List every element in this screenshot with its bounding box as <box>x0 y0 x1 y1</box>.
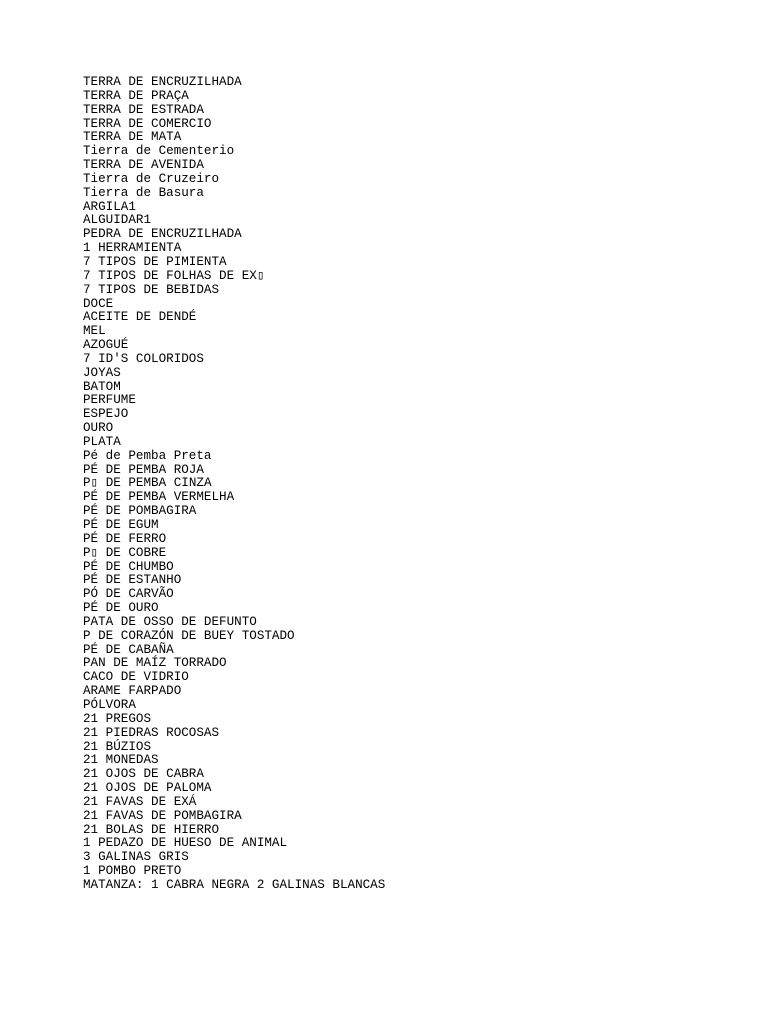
text-line: OURO <box>83 421 114 436</box>
text-line: 7 TIPOS DE BEBIDAS <box>83 282 220 297</box>
text-line: Tierra de Cementerio <box>83 144 235 159</box>
text-line: PÉ DE OURO <box>83 601 159 616</box>
text-line: 7 TIPOS DE PIMIENTA <box>83 254 227 269</box>
text-line: 21 BOLAS DE HIERRO <box>83 822 220 837</box>
text-line: TERRA DE ESTRADA <box>83 102 204 117</box>
text-line: AZOGUÉ <box>83 338 129 353</box>
text-line: ARAME FARPADO <box>83 684 182 699</box>
text-line: PÉ DE EGUM <box>83 518 159 532</box>
text-line: 21 PIEDRAS ROCOSAS <box>83 725 220 740</box>
text-line: PERFUME <box>83 393 136 408</box>
text-line: BATOM <box>83 379 121 394</box>
text-line: TERRA DE AVENIDA <box>83 158 204 173</box>
text-line: 21 BÚZIOS <box>83 739 152 754</box>
text-line: P▯ DE COBRE <box>83 545 167 560</box>
text-line: 7 TIPOS DE FOLHAS DE EX▯ <box>83 268 265 283</box>
text-line: P▯ DE PEMBA CINZA <box>83 476 212 491</box>
text-line: 1 PEDAZO DE HUESO DE ANIMAL <box>83 836 288 851</box>
text-line: PEDRA DE ENCRUZILHADA <box>83 227 242 242</box>
text-line: MEL <box>83 324 106 339</box>
text-line: PÓLVORA <box>83 697 136 712</box>
text-line: 1 HERRAMIENTA <box>83 241 182 256</box>
text-line: ACEITE DE DENDÉ <box>83 310 197 325</box>
text-line: PAN DE MAÍZ TORRADO <box>83 656 227 671</box>
text-line: PÉ DE CABAÑA <box>83 642 174 657</box>
text-line: TERRA DE PRAÇA <box>83 88 189 103</box>
text-line: TERRA DE ENCRUZILHADA <box>83 75 242 89</box>
text-line: 21 FAVAS DE POMBAGIRA <box>83 808 242 823</box>
text-line: CACO DE VIDRIO <box>83 670 189 685</box>
text-line: JOYAS <box>83 365 121 380</box>
text-line: Pé de Pemba Preta <box>83 448 212 463</box>
text-line: Tierra de Basura <box>83 185 204 200</box>
text-line: PÉ DE POMBAGIRA <box>83 504 197 519</box>
text-line: ARGILA1 <box>83 199 136 214</box>
text-line: PÉ DE PEMBA ROJA <box>83 462 204 477</box>
text-line: PLATA <box>83 434 121 449</box>
text-line: PÉ DE ESTANHO <box>83 573 182 588</box>
text-line: PÉ DE FERRO <box>83 531 167 546</box>
text-line: TERRA DE MATA <box>83 130 182 145</box>
text-line: PÓ DE CARVÃO <box>83 587 174 602</box>
text-line: ESPEJO <box>83 407 129 422</box>
ingredient-list <box>83 76 385 893</box>
text-line: MATANZA: 1 CABRA NEGRA 2 GALINAS BLANCAS <box>83 877 386 892</box>
text-line: 3 GALINAS GRIS <box>83 850 189 865</box>
text-line: Tierra de Cruzeiro <box>83 171 220 186</box>
text-line: 21 OJOS DE CABRA <box>83 767 204 782</box>
text-line: PÉ DE CHUMBO <box>83 559 174 574</box>
text-line: DOCE <box>83 296 114 311</box>
text-line: PÉ DE PEMBA VERMELHA <box>83 490 235 505</box>
text-line: 1 POMBO PRETO <box>83 864 182 879</box>
text-line: PATA DE OSSO DE DEFUNTO <box>83 614 257 629</box>
text-line: P DE CORAZÓN DE BUEY TOSTADO <box>83 628 295 643</box>
text-line: 21 MONEDAS <box>83 753 159 768</box>
text-line: 21 FAVAS DE EXÁ <box>83 794 197 809</box>
text-line: 21 PREGOS <box>83 711 152 726</box>
text-line: 7 ID'S COLORIDOS <box>83 351 204 366</box>
text-line: ALGUIDAR1 <box>83 213 152 228</box>
text-line: TERRA DE COMERCIO <box>83 116 212 131</box>
text-line: 21 OJOS DE PALOMA <box>83 781 212 796</box>
